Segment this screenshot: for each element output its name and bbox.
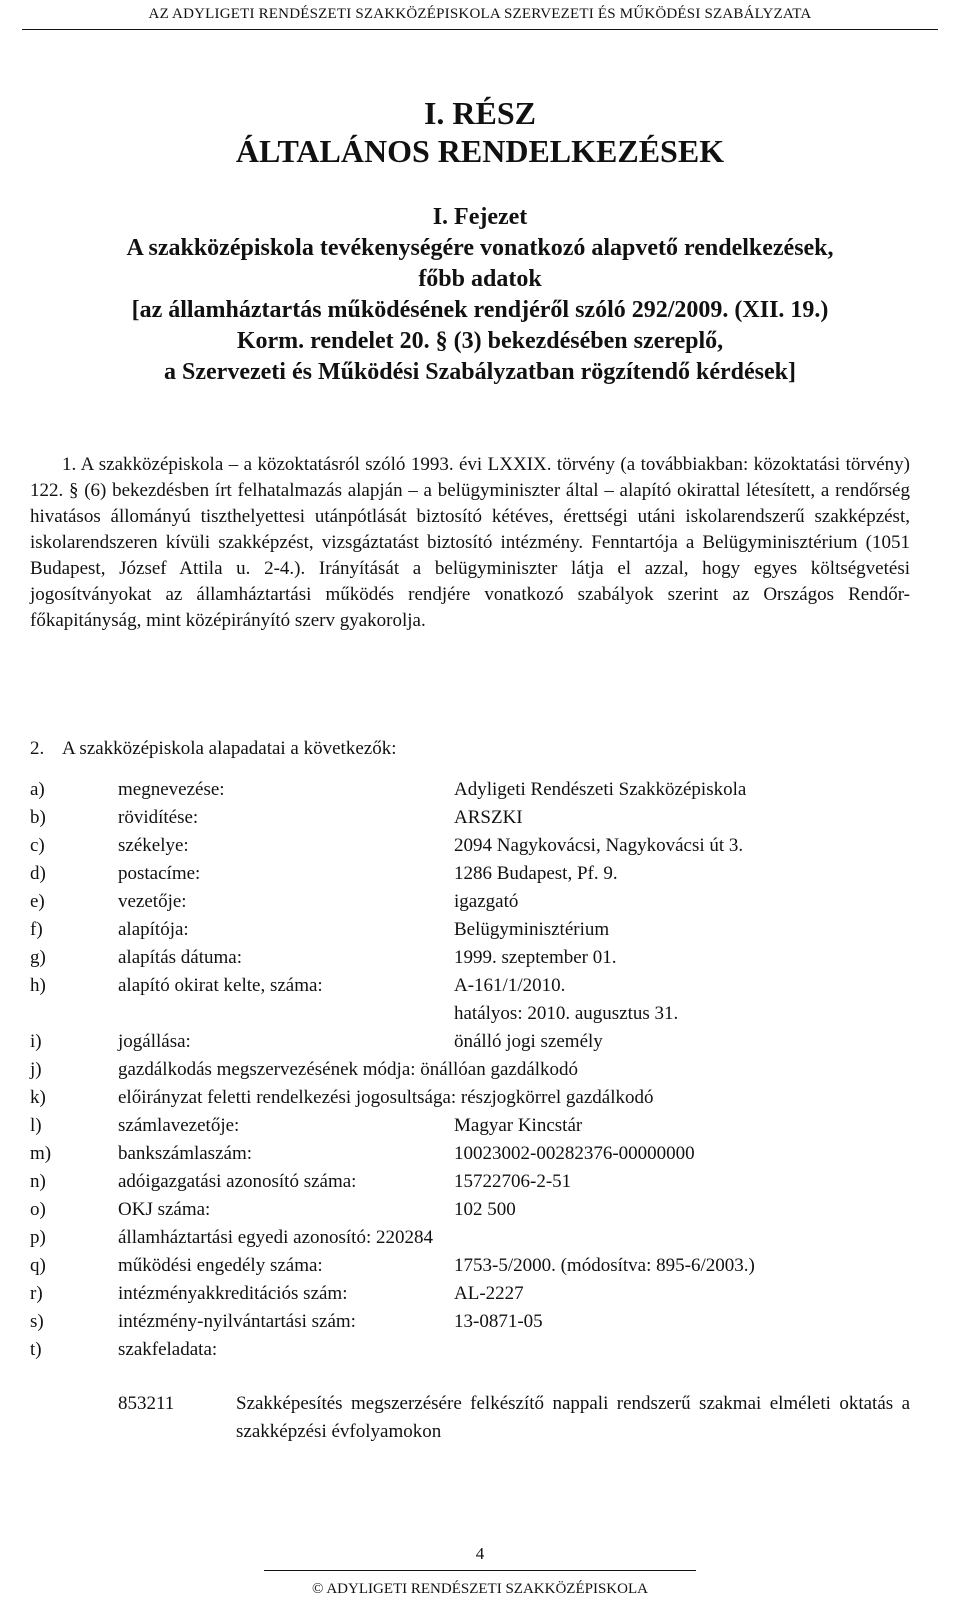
data-row-value: önálló jogi személy — [454, 1031, 603, 1052]
data-row — [30, 1336, 910, 1364]
data-row-value: 2094 Nagykovácsi, Nagykovácsi út 3. — [454, 835, 744, 856]
data-row-label: székelye: — [118, 835, 189, 856]
data-row-label: rövidítése: — [118, 807, 199, 828]
data-row-value: 15722706-2-51 — [454, 1171, 572, 1192]
data-row — [30, 804, 910, 832]
chapter-title-line: A szakközépiskola tevékenységére vonatkozó alapvető rendelkezések, — [126, 235, 834, 261]
data-row-value: 10023002-00282376-00000000 — [454, 1143, 695, 1164]
data-row — [30, 832, 910, 860]
data-row — [30, 1224, 910, 1252]
header-rule — [22, 29, 938, 30]
data-row — [30, 1168, 910, 1196]
data-row — [30, 1056, 910, 1084]
data-row-value: A-161/1/2010. — [454, 975, 566, 996]
data-row — [30, 1000, 910, 1028]
data-row-label: gazdálkodás megszervezésének módja: önállóan gazdálkodó — [118, 1059, 579, 1080]
data-row-letter: q) — [30, 1255, 46, 1276]
chapter-heading — [40, 202, 920, 388]
basic-data-list — [30, 776, 910, 1364]
data-row-letter: t) — [30, 1339, 42, 1360]
paragraph-1 — [30, 452, 910, 722]
part-heading — [40, 94, 920, 170]
data-row-label: intézmény-nyilvántartási szám: — [118, 1311, 356, 1332]
data-row-value: 1286 Budapest, Pf. 9. — [454, 863, 618, 884]
paragraph-1-number: 1. — [62, 454, 77, 475]
data-row-value: 1999. szeptember 01. — [454, 947, 617, 968]
paragraph-1-body: A szakközépiskola – a közoktatásról szóló 1993. évi LXXIX. törvény (a továbbiakban: közoktatási törvény) 122. § (6) bekezdésben írt felhatalmazás alapján – a belügyminiszter által – alapító okirattal létesített, a rendőrség hivatásos állományú tiszthelyettesi utánpótlását biztosító kétéves, érettségi utáni iskolarendszerű szakképzést, iskolarendszeren kívüli szakképzést, vizsgáztatást biztosító intézmény. Fenntartója a Belügyminisztérium (1051 Budapest, József Attila u. 2-4.). Irányítását a belügyminiszter látja el azzal, hogy egyes költségvetési jogosítványokat az államháztartási működés rendjére vonatkozó szabályok szerint az Országos Rendőr-főkapitányság, mint középirányító szerv gyakorolja. — [30, 454, 910, 631]
data-row — [30, 1084, 910, 1112]
data-row-letter: e) — [30, 891, 45, 912]
data-row-value: Magyar Kincstár — [454, 1115, 583, 1136]
data-row-letter: d) — [30, 863, 46, 884]
data-row-label: bankszámlaszám: — [118, 1143, 253, 1164]
data-row-value: AL-2227 — [454, 1283, 524, 1304]
chapter-title-line: [az államháztartás működésének rendjéről szóló 292/2009. (XII. 19.) — [131, 297, 829, 323]
data-row-letter: j) — [30, 1059, 42, 1080]
running-header: AZ ADYLIGETI RENDÉSZETI SZAKKÖZÉPISKOLA SZERVEZETI ÉS MŰKÖDÉSI SZABÁLYZATA — [148, 6, 812, 22]
data-row — [30, 944, 910, 972]
data-row-letter: i) — [30, 1031, 42, 1052]
data-row-value: igazgató — [454, 891, 519, 912]
data-row-value: ARSZKI — [454, 807, 523, 828]
data-row-value: hatályos: 2010. augusztus 31. — [454, 1003, 679, 1024]
data-row-label: adóigazgatási azonosító száma: — [118, 1171, 357, 1192]
data-row — [30, 776, 910, 804]
data-row — [30, 1252, 910, 1280]
chapter-number: I. Fejezet — [432, 204, 528, 230]
data-row-label: alapító okirat kelte, száma: — [118, 975, 323, 996]
data-row-letter: k) — [30, 1087, 46, 1108]
footer-rule — [264, 1570, 696, 1571]
data-row — [30, 1280, 910, 1308]
data-row — [30, 1140, 910, 1168]
paragraph-1-text — [30, 452, 910, 634]
footer-copyright: © ADYLIGETI RENDÉSZETI SZAKKÖZÉPISKOLA — [312, 1581, 648, 1597]
data-row-value: 13-0871-05 — [454, 1311, 543, 1332]
data-row-label: postacíme: — [118, 863, 201, 884]
chapter-title-line: Korm. rendelet 20. § (3) bekezdésében szereplő, — [236, 328, 724, 354]
data-row-letter: o) — [30, 1199, 46, 1220]
data-row-letter: a) — [30, 779, 45, 800]
data-row-label: szakfeladata: — [118, 1339, 218, 1360]
chapter-title-line: a Szervezeti és Működési Szabályzatban rögzítendő kérdések] — [164, 359, 796, 385]
data-row-label: jogállása: — [118, 1031, 191, 1052]
data-row-label: számlavezetője: — [118, 1115, 240, 1136]
data-row-letter: f) — [30, 919, 43, 940]
data-row-label: előirányzat feletti rendelkezési jogosultsága: részjogkörrel gazdálkodó — [118, 1087, 654, 1108]
data-row — [30, 1028, 910, 1056]
data-row-label: államháztartási egyedi azonosító: 220284 — [118, 1227, 433, 1248]
page-number: 4 — [475, 1544, 485, 1563]
paragraph-2-text: A szakközépiskola alapadatai a következők: — [62, 738, 397, 759]
part-title: ÁLTALÁNOS RENDELKEZÉSEK — [235, 133, 725, 169]
data-row-letter: c) — [30, 835, 45, 856]
data-row-letter: m) — [30, 1143, 52, 1164]
data-row-letter: g) — [30, 947, 46, 968]
data-row-label: alapítója: — [118, 919, 189, 940]
part-number: I. RÉSZ — [423, 95, 537, 131]
data-row — [30, 1112, 910, 1140]
data-row-letter: s) — [30, 1311, 44, 1332]
data-row — [30, 860, 910, 888]
data-row-letter: l) — [30, 1115, 42, 1136]
data-row — [30, 888, 910, 916]
data-row — [30, 1196, 910, 1224]
chapter-title-line: főbb adatok — [418, 266, 542, 292]
data-row-letter: h) — [30, 975, 46, 996]
data-row-label: alapítás dátuma: — [118, 947, 242, 968]
data-row-letter: r) — [30, 1283, 43, 1304]
data-row-value: Belügyminisztérium — [454, 919, 610, 940]
data-row — [30, 972, 910, 1000]
data-row-value: Adyligeti Rendészeti Szakközépiskola — [454, 779, 747, 800]
task-description: Szakképesítés megszerzésére felkészítő nappali rendszerű szakmai elméleti oktatás a szakképzési évfolyamokon — [236, 1393, 910, 1442]
data-row-value: 102 500 — [454, 1199, 516, 1220]
task-code: 853211 — [118, 1393, 175, 1414]
data-row-letter: b) — [30, 807, 46, 828]
data-row-label: intézményakkreditációs szám: — [118, 1283, 348, 1304]
data-row-value: 1753-5/2000. (módosítva: 895-6/2003.) — [454, 1255, 755, 1276]
data-row-label: működési engedély száma: — [118, 1255, 323, 1276]
data-row-letter: p) — [30, 1227, 46, 1248]
data-row-label: OKJ száma: — [118, 1199, 211, 1220]
paragraph-2-number: 2. — [30, 738, 45, 759]
data-row-letter: n) — [30, 1171, 46, 1192]
data-row-label: megnevezése: — [118, 779, 225, 800]
paragraph-2 — [30, 736, 910, 766]
data-row-label: vezetője: — [118, 891, 187, 912]
data-row — [30, 916, 910, 944]
data-row — [30, 1308, 910, 1336]
